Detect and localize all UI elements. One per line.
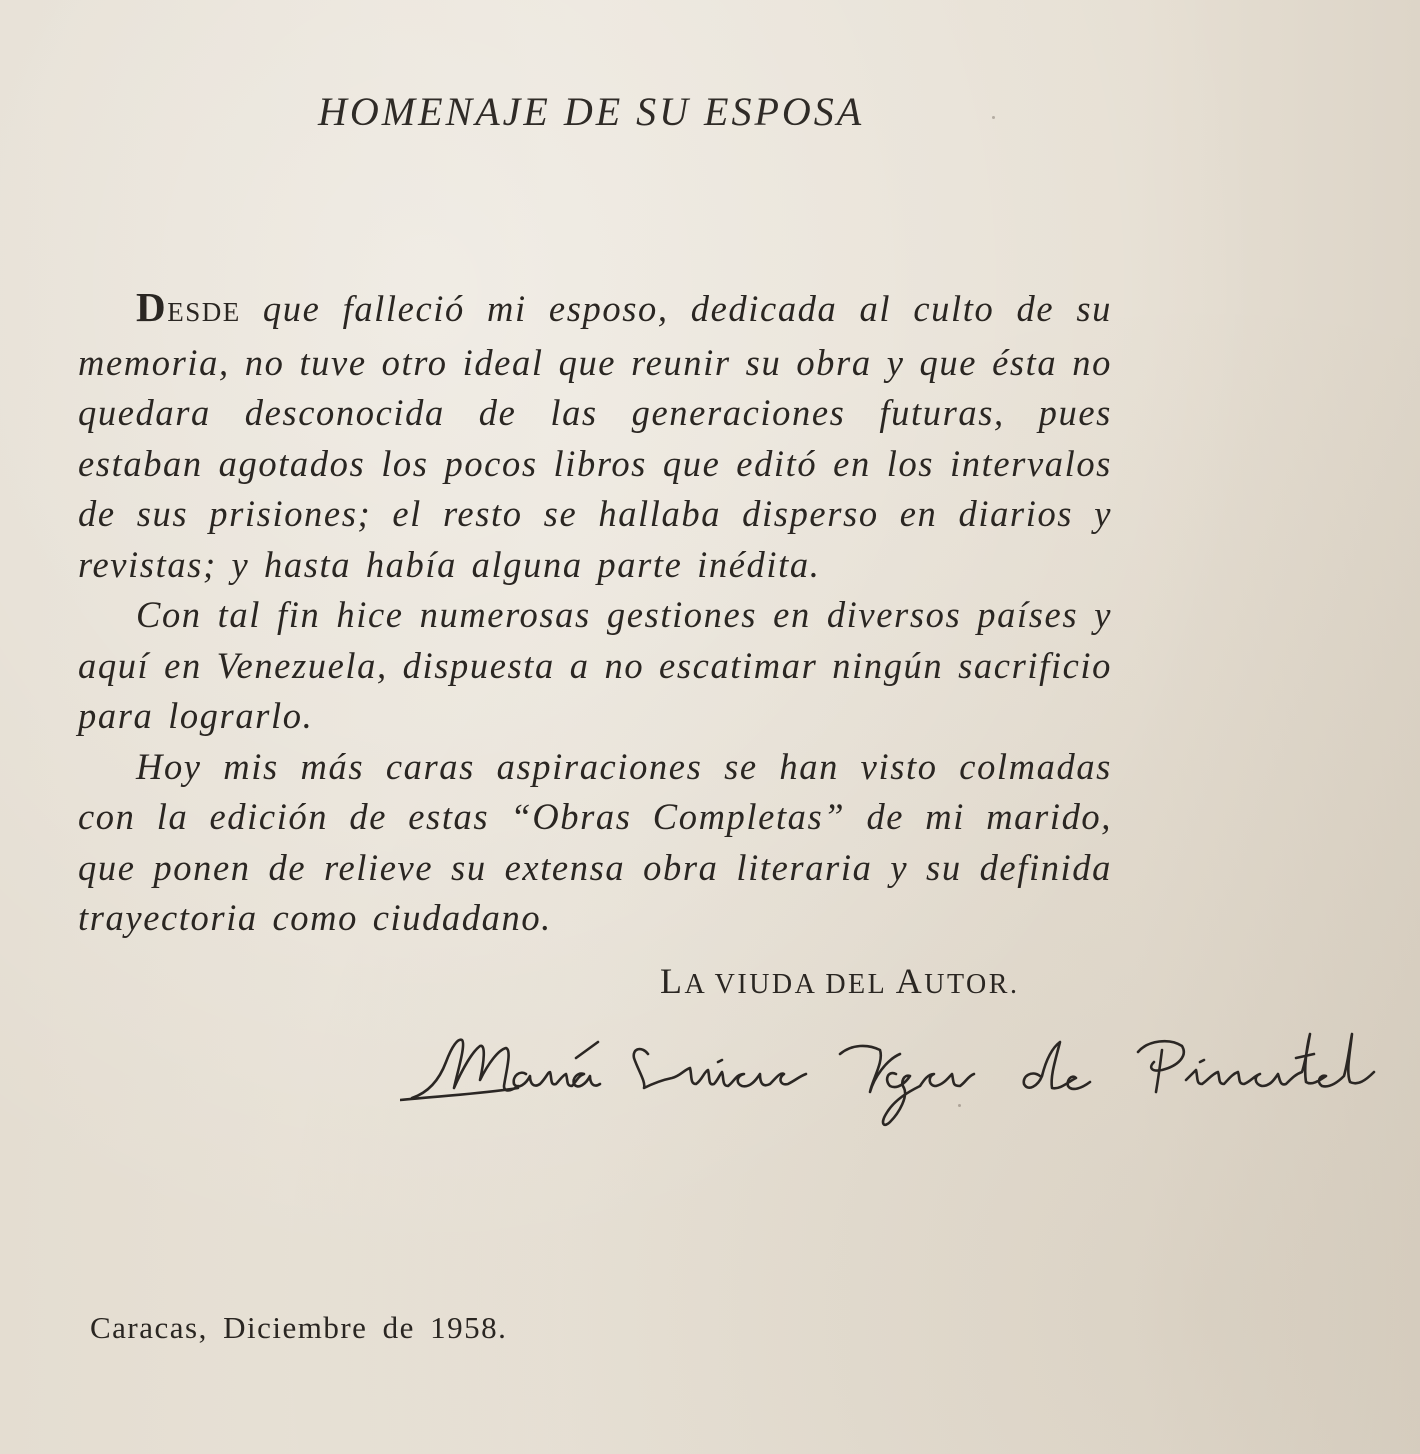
place-and-date: Caracas, Diciembre de 1958.	[90, 1310, 508, 1345]
small-caps-lead: ESDE	[167, 297, 241, 327]
paper-speck	[992, 116, 995, 119]
paper-speck	[958, 1104, 961, 1107]
paragraph-1-text: que falleció mi esposo, dedicada al culto de su memoria, no tuve otro ideal que reunir su obra y que ésta no quedara desconocida de las generaciones futuras, pues estaban agotados los pocos libros que editó en los intervalos de sus prisiones; el resto se hallaba disperso en diarios y revistas; y hasta había alguna parte inédita.	[78, 288, 1112, 585]
drop-initial: D	[136, 284, 168, 330]
handwritten-signature	[400, 1000, 1390, 1140]
closing-signature-line: LA VIUDA DEL AUTOR.	[660, 961, 1020, 1001]
body-text	[78, 282, 1112, 944]
page-title: HOMENAJE DE SU ESPOSA	[318, 89, 865, 134]
paragraph-1	[78, 282, 1112, 590]
paragraph-3: Hoy mis más caras aspiraciones se han visto colmadas con la edición de estas “Obras Completas” de mi marido, que ponen de relieve su extensa obra literaria y su definida trayectoria como ciudadano.	[78, 745, 1112, 938]
paragraph-2: Con tal fin hice numerosas gestiones en diversos países y aquí en Venezuela, dispuesta a no escatimar ningún sacrificio para lograrlo.	[78, 594, 1112, 736]
